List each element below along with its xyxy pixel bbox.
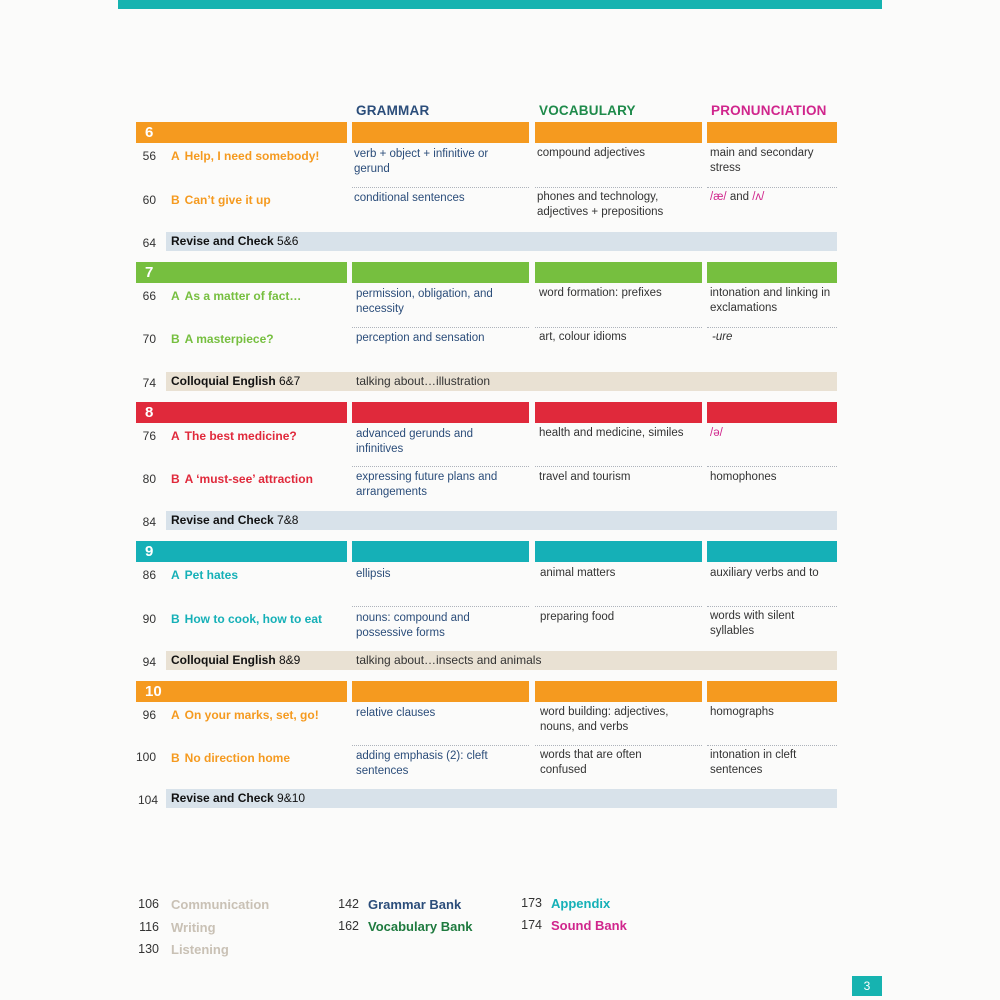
lesson-title [171, 708, 319, 722]
index-page: 162 [338, 919, 359, 933]
row-divider [535, 466, 702, 467]
lesson-letter: A [171, 429, 180, 443]
vocabulary-bar [535, 541, 702, 562]
colloquial-label-bold: Colloquial English [171, 653, 276, 667]
lesson-letter: B [171, 472, 180, 486]
grammar-bar [352, 122, 529, 143]
revise-label [171, 513, 298, 527]
index-page: 173 [521, 896, 542, 910]
row-divider [352, 466, 529, 467]
lesson-name: Can’t give it up [184, 193, 271, 207]
index-page: 130 [138, 942, 159, 956]
vocabulary-cell: word formation: prefixes [539, 287, 662, 299]
lesson-letter: B [171, 612, 180, 626]
lesson-page: 90 [142, 612, 156, 626]
pronunciation-bar [707, 541, 837, 562]
vocabulary-cell: art, colour idioms [539, 331, 627, 343]
grammar-cell: nouns: compound and possessive forms [356, 612, 470, 639]
revise-label [171, 234, 298, 248]
index-vocabulary-bank[interactable]: Vocabulary Bank [368, 919, 473, 934]
colloquial-topic: talking about…illustration [356, 374, 491, 388]
index-appendix[interactable]: Appendix [551, 896, 611, 911]
unit-header-bar [136, 402, 347, 423]
unit-header-bar [136, 262, 347, 283]
index-page: 142 [338, 897, 359, 911]
lesson-page: 80 [142, 472, 156, 486]
grammar-cell: ellipsis [356, 568, 391, 580]
lesson-title [171, 149, 319, 163]
grammar-bar [352, 541, 529, 562]
row-divider [707, 466, 837, 467]
index-sound-bank[interactable]: Sound Bank [551, 918, 627, 933]
index-communication[interactable]: Communication [171, 897, 270, 912]
page-number: 3 [852, 976, 882, 996]
revise-label-units: 9&10 [273, 791, 306, 805]
row-divider [707, 606, 837, 607]
grammar-cell: verb + object + infinitive or gerund [354, 148, 489, 175]
colloquial-label-bold: Colloquial English [171, 374, 276, 388]
lesson-page: 66 [142, 289, 156, 303]
lesson-letter: B [171, 193, 180, 207]
pronunciation-bar [707, 402, 837, 423]
grammar-cell: advanced gerunds and infinitives [356, 428, 474, 455]
pronunciation-bar [707, 122, 837, 143]
lesson-title [171, 568, 238, 582]
row-divider [535, 187, 702, 188]
pronunciation-bar [707, 681, 837, 702]
lesson-page: 86 [142, 568, 156, 582]
index-writing[interactable]: Writing [171, 920, 216, 935]
vocabulary-cell: travel and tourism [539, 471, 631, 483]
phoneme: /ʌ/ [752, 191, 765, 203]
review-page: 94 [142, 655, 156, 669]
pronunciation-cell: main and secondary stress [710, 147, 814, 174]
lesson-name: No direction home [184, 751, 291, 765]
grammar-cell: perception and sensation [356, 332, 485, 344]
lesson-letter: B [171, 751, 180, 765]
phoneme: /æ/ [710, 191, 727, 203]
pronunciation-cell: auxiliary verbs and to [710, 567, 819, 579]
lesson-name: A masterpiece? [184, 332, 274, 346]
unit-header-bar [136, 541, 347, 562]
colloquial-label-units: 8&9 [275, 653, 301, 667]
row-divider [707, 327, 837, 328]
vocabulary-cell: animal matters [540, 567, 616, 579]
lesson-name: Help, I need somebody! [184, 149, 320, 163]
lesson-letter: A [171, 149, 180, 163]
unit-number: 7 [145, 264, 154, 281]
lesson-page: 70 [142, 332, 156, 346]
vocabulary-cell: compound adjectives [537, 147, 646, 159]
lesson-name: The best medicine? [184, 429, 297, 443]
row-divider [535, 745, 702, 746]
vocabulary-cell: preparing food [540, 611, 615, 623]
revise-and-check-bar [166, 789, 837, 808]
revise-label-bold: Revise and Check [171, 791, 274, 805]
review-page: 74 [142, 376, 156, 390]
lesson-title [171, 289, 301, 303]
lesson-letter: B [171, 332, 180, 346]
lesson-title [171, 612, 322, 626]
index-listening[interactable]: Listening [171, 942, 229, 957]
lesson-page: 96 [142, 708, 156, 722]
revise-label [171, 791, 305, 805]
grammar-cell: adding emphasis (2): cleft sentences [356, 750, 488, 777]
revise-label-units: 7&8 [273, 513, 299, 527]
row-divider [707, 187, 837, 188]
pronunciation-cell: homophones [710, 471, 777, 483]
vocabulary-cell: words that are often confused [540, 749, 642, 776]
revise-label-bold: Revise and Check [171, 234, 274, 248]
row-divider [352, 606, 529, 607]
review-page: 84 [142, 515, 156, 529]
review-page: 104 [137, 793, 158, 807]
lesson-title [171, 472, 313, 486]
index-page: 116 [139, 920, 159, 934]
grammar-bar [352, 402, 529, 423]
row-divider [352, 187, 529, 188]
colloquial-english-bar [166, 372, 837, 391]
vocabulary-bar [535, 122, 702, 143]
unit-number: 6 [145, 124, 154, 141]
colloquial-label [171, 374, 300, 388]
unit-number: 8 [145, 404, 154, 421]
top-accent-bar [118, 0, 882, 9]
vocabulary-cell: word building: adjectives, nouns, and verbs [540, 706, 669, 733]
revise-label-bold: Revise and Check [171, 513, 274, 527]
row-divider [707, 745, 837, 746]
lesson-name: As a matter of fact… [184, 289, 302, 303]
grammar-column-header: GRAMMAR [356, 103, 430, 118]
row-divider [535, 327, 702, 328]
review-page: 64 [142, 236, 156, 250]
vocabulary-bar [535, 681, 702, 702]
grammar-cell: conditional sentences [354, 192, 465, 204]
vocabulary-column-header: VOCABULARY [539, 103, 636, 118]
lesson-title [171, 751, 290, 765]
colloquial-label [171, 653, 300, 667]
lesson-name: A ‘must-see’ attraction [184, 472, 313, 486]
pronunciation-column-header: PRONUNCIATION [711, 103, 827, 118]
lesson-title [171, 332, 274, 346]
pronunciation-cell: /ə/ [710, 427, 723, 439]
lesson-letter: A [171, 568, 180, 582]
lesson-letter: A [171, 708, 180, 722]
row-divider [352, 745, 529, 746]
lesson-letter: A [171, 289, 180, 303]
grammar-bar [352, 681, 529, 702]
index-page: 106 [138, 897, 159, 911]
pronunciation-cell: -ure [712, 331, 733, 343]
vocabulary-bar [535, 402, 702, 423]
lesson-name: How to cook, how to eat [184, 612, 323, 626]
unit-header-bar [136, 122, 347, 143]
unit-header-bar [136, 681, 347, 702]
pronunciation-bar [707, 262, 837, 283]
colloquial-topic: talking about…insects and animals [356, 653, 542, 667]
row-divider [352, 327, 529, 328]
colloquial-label-units: 6&7 [275, 374, 301, 388]
colloquial-english-bar [166, 651, 837, 670]
lesson-name: On your marks, set, go! [184, 708, 319, 722]
unit-number: 9 [145, 543, 154, 560]
pronunciation-cell: words with silent syllables [710, 610, 795, 637]
lesson-title [171, 429, 297, 443]
grammar-cell: expressing future plans and arrangements [356, 471, 498, 498]
vocabulary-cell: phones and technology, adjectives + prepositions [537, 191, 664, 218]
grammar-bar [352, 262, 529, 283]
lesson-page: 100 [135, 750, 156, 764]
lesson-page: 60 [142, 193, 156, 207]
lesson-page: 56 [142, 149, 156, 163]
lesson-title [171, 193, 271, 207]
pronunciation-joiner: and [726, 191, 753, 203]
unit-number: 10 [145, 683, 162, 700]
vocabulary-bar [535, 262, 702, 283]
pronunciation-cell [710, 190, 837, 205]
index-grammar-bank[interactable]: Grammar Bank [368, 897, 462, 912]
row-divider [535, 606, 702, 607]
pronunciation-cell: intonation in cleft sentences [710, 749, 797, 776]
lesson-page: 76 [142, 429, 156, 443]
revise-label-units: 5&6 [273, 234, 299, 248]
index-page: 174 [521, 918, 542, 932]
vocabulary-cell: health and medicine, similes [539, 427, 684, 439]
revise-and-check-bar [166, 511, 837, 530]
pronunciation-cell: homographs [710, 706, 774, 718]
revise-and-check-bar [166, 232, 837, 251]
grammar-cell: relative clauses [356, 707, 436, 719]
grammar-cell: permission, obligation, and necessity [356, 288, 493, 315]
lesson-name: Pet hates [184, 568, 239, 582]
pronunciation-cell: intonation and linking in exclamations [710, 287, 831, 314]
